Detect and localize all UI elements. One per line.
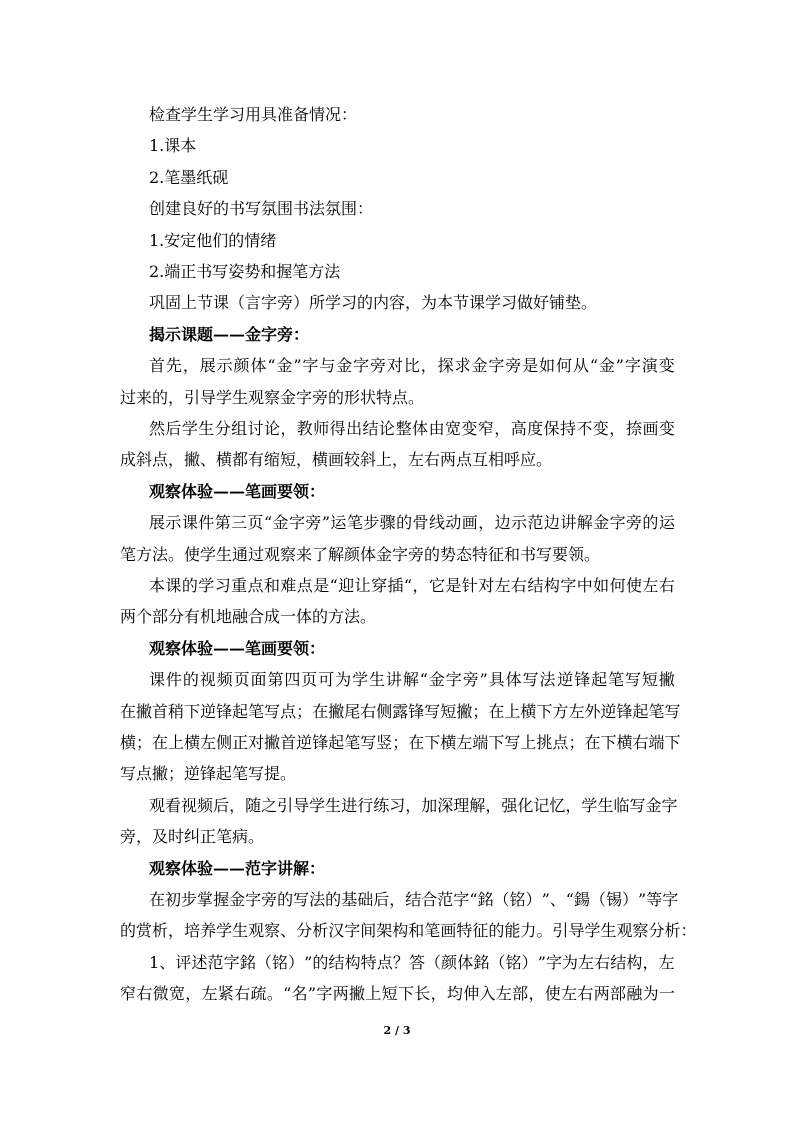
page-number: 2 / 3 (383, 1024, 411, 1037)
paragraph-line: 在 撇 首 稍 下 逆 锋 起 笔 写 点 ； 在 撇 尾 右 侧 露 锋 写 短 撇 ； 在 上 横 下 方 左 外 逆 锋 起 笔 写 (120, 701, 681, 721)
paragraph-line: 巩固上节课（言字旁）所学习的内容，为本节课学习做好铺垫。 (149, 293, 598, 313)
paragraph-line: 在 初 步 掌 握 金 字 旁 的 写 法 的 基 础 后 ， 结 合 范 字 “ 銘 （ 铭 ） ” 、 “ 鍚 （ 锡 ） ” 等 字 (149, 890, 679, 909)
paragraph-line: 课 件 的 视 频 页 面 第 四 页 可 为 学 生 讲 解 “ 金 字 旁 ” 具 体 写 法 逆 锋 起 笔 写 短 撇 (149, 670, 675, 690)
section-heading: 揭示课题——金字旁： (149, 324, 310, 344)
paragraph-line: 首 先 ， 展 示 颜 体 “ 金 ” 字 与 金 字 旁 对 比 ， 探 求 金 字 旁 是 如 何 从 “ 金 ” 字 演 变 (149, 356, 675, 376)
paragraph-line: 写点撇；逆锋起笔写提。 (120, 764, 297, 784)
section-heading: 观察体验——笔画要领： (149, 481, 326, 501)
paragraph-line: 观 看 视 频 后 ， 随 之 引 导 学 生 进 行 练 习 ， 加 深 理 解 ， 强 化 记 忆 ， 学 生 临 写 金 字 (149, 795, 678, 815)
paragraph-line: 窄 右 微 宽 ， 左 紧 右 疏 。 “ 名 ” 字 两 撇 上 短 下 长 ， 均 伸 入 左 部 ， 使 左 右 两 部 融 为 一 (120, 984, 675, 1004)
paragraph-line: 笔方法。使学生通过观察来了解颜体金字旁的势态特征和书写要领。 (120, 544, 601, 564)
paragraph-line: 2.端正书写姿势和握笔方法 (149, 262, 341, 281)
paragraph-line: 两个部分有机地融合成一体的方法。 (120, 607, 377, 627)
paragraph-line: 旁，及时纠正笔病。 (120, 827, 265, 847)
section-heading: 观察体验——笔画要领： (149, 638, 326, 658)
paragraph-line: 本 课 的 学 习 重 点 和 难 点 是 “ 迎 让 穿 插 “ ， 它 是 针 对 左 右 结 构 字 中 如 何 使 左 右 (149, 576, 675, 595)
paragraph-line: 的 赏 析 ， 培 养 学 生 观 察 、 分 析 汉 字 间 架 构 和 笔 画 特 征 的 能 力 。 引 导 学 生 观 察 分 析 ： (120, 921, 697, 941)
paragraph-line: 检查学生学习用具准备情况： (149, 105, 358, 124)
paragraph-line: 1.安定他们的情绪 (149, 230, 277, 250)
paragraph-line: 横 ； 在 上 横 左 侧 正 对 撇 首 逆 锋 起 笔 写 竖 ； 在 下 横 左 端 下 写 上 挑 点 ； 在 下 横 右 端 下 (120, 733, 681, 752)
paragraph-line: 2.笔墨纸砚 (149, 167, 229, 187)
paragraph-line: 1.课本 (149, 136, 197, 156)
paragraph-line: 成斜点，撇、横都有缩短，横画较斜上，左右两点互相呼应。 (120, 450, 553, 470)
paragraph-line: 1 、 评 述 范 字 銘 （ 铭 ） ” 的 结 构 特 点 ？ 答 （ 颜 体 銘 （ 铭 ） ” 字 为 左 右 结 构 ， 左 (149, 952, 675, 972)
paragraph-line: 展 示 课 件 第 三 页 “ 金 字 旁 ” 运 笔 步 骤 的 骨 线 动 画 ， 边 示 范 边 讲 解 金 字 旁 的 运 (149, 513, 675, 533)
paragraph-line: 过来的，引导学生观察金字旁的形状特点。 (120, 387, 425, 407)
section-heading: 观察体验——范字讲解： (149, 858, 326, 878)
paragraph-line: 然 后 学 生 分 组 讨 论 ， 教 师 得 出 结 论 整 体 由 宽 变 窄 ， 高 度 保 持 不 变 ， 捺 画 变 (149, 419, 675, 438)
paragraph-line: 创建良好的书写氛围书法氛围： (149, 199, 374, 219)
